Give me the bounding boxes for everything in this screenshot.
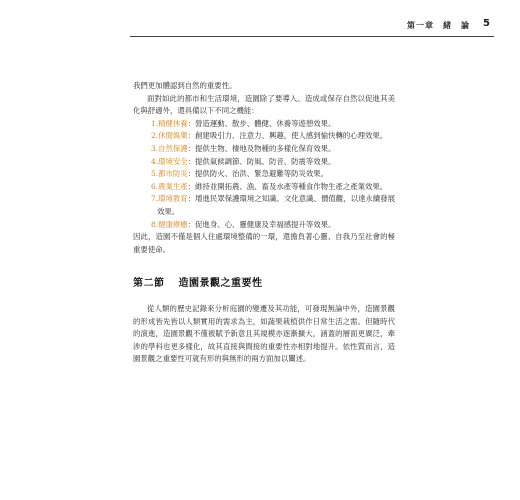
item-label: 休閒娛樂 — [158, 131, 188, 141]
item-label: 環境教育 — [158, 194, 188, 204]
page-body — [133, 80, 395, 366]
item-number: 2. — [151, 131, 159, 141]
item-label: 精健休養 — [158, 118, 188, 128]
item-text: ：提供氣候調節、防風、防音、防震等效果。 — [187, 156, 336, 166]
item-text: ：維持並開拓農、漁、畜及水產等種食作物生產之產業效果。 — [187, 181, 388, 191]
item-text: ：提供生物、棲地及物種的多樣化保育效果。 — [187, 143, 336, 153]
item-number: 6. — [151, 181, 159, 191]
list-item — [133, 193, 395, 218]
list-item — [133, 118, 395, 131]
item-number: 8. — [151, 219, 159, 229]
section-title: 造園景觀之重要性 — [178, 278, 263, 290]
conclusion-paragraph: 因此，造園不僅是個人住處環境整備的一環，還擔負著心靈、自我乃至社會的極重要使命。 — [133, 232, 395, 254]
section-number: 第二節 — [133, 278, 165, 290]
item-label: 都市防災 — [158, 169, 188, 179]
item-label: 農業生產 — [158, 181, 188, 191]
item-text: ：增進民眾保護環境之知識、文化意識、價值觀，以達永續發展效果。 — [157, 194, 395, 216]
section-heading — [133, 278, 395, 291]
list-item — [133, 156, 395, 169]
item-label: 健康療癒 — [158, 219, 188, 229]
list-item — [133, 130, 395, 143]
item-text: ：促進身、心、靈健康及幸福感提升等效果。 — [187, 219, 336, 229]
item-number: 5. — [151, 169, 159, 179]
list-item — [133, 168, 395, 181]
item-number: 1. — [151, 118, 159, 128]
item-number: 3. — [151, 143, 159, 153]
intro-paragraph: 面對如此的都市和生活環境，造園除了要導入、造成或保存自然以促進其美化與舒適外，還具備以下不同之機能： — [133, 93, 395, 116]
section-body: 從人類的歷史記錄來分析庭園的變遷及其功能，可發現無論中外，造園景觀的形成皆先皆以人類實用的需求為主，如蔬果栽植供作日常生活之需。但隨時代的演進，造園景觀不僅被賦予新意且其規模亦逐漸擴大，涵蓋的層面更廣泛，牽涉的學科也更多樣化，故其直接與間接的重要性亦相對地提升。依性質而言，造園景觀之重要性可就有形的與無形的兩方面加以闡述。 — [133, 303, 395, 364]
item-number: 7. — [151, 194, 159, 204]
item-text: ：提供防火、治洪、緊急避難等防災效果。 — [187, 169, 329, 179]
function-list — [133, 118, 395, 231]
page-number: 5 — [483, 18, 490, 29]
item-text: ：創建吸引力、注意力、興趣，使人感到愉快轉的心理效果。 — [187, 131, 388, 141]
item-label: 環境安全 — [158, 156, 188, 166]
intro-line: 我們更加體認到自然的重要性。 — [133, 81, 237, 90]
page-header — [0, 10, 520, 30]
item-label: 自然保護 — [158, 143, 188, 153]
list-item — [133, 181, 395, 194]
item-text: ：營造運動、散步、體健、休養等遊憩效果。 — [187, 118, 336, 128]
header-divider — [130, 36, 494, 37]
chapter-heading: 第一章 緒 論 — [407, 21, 470, 30]
list-item — [133, 219, 395, 232]
list-item — [133, 143, 395, 156]
item-number: 4. — [151, 156, 159, 166]
